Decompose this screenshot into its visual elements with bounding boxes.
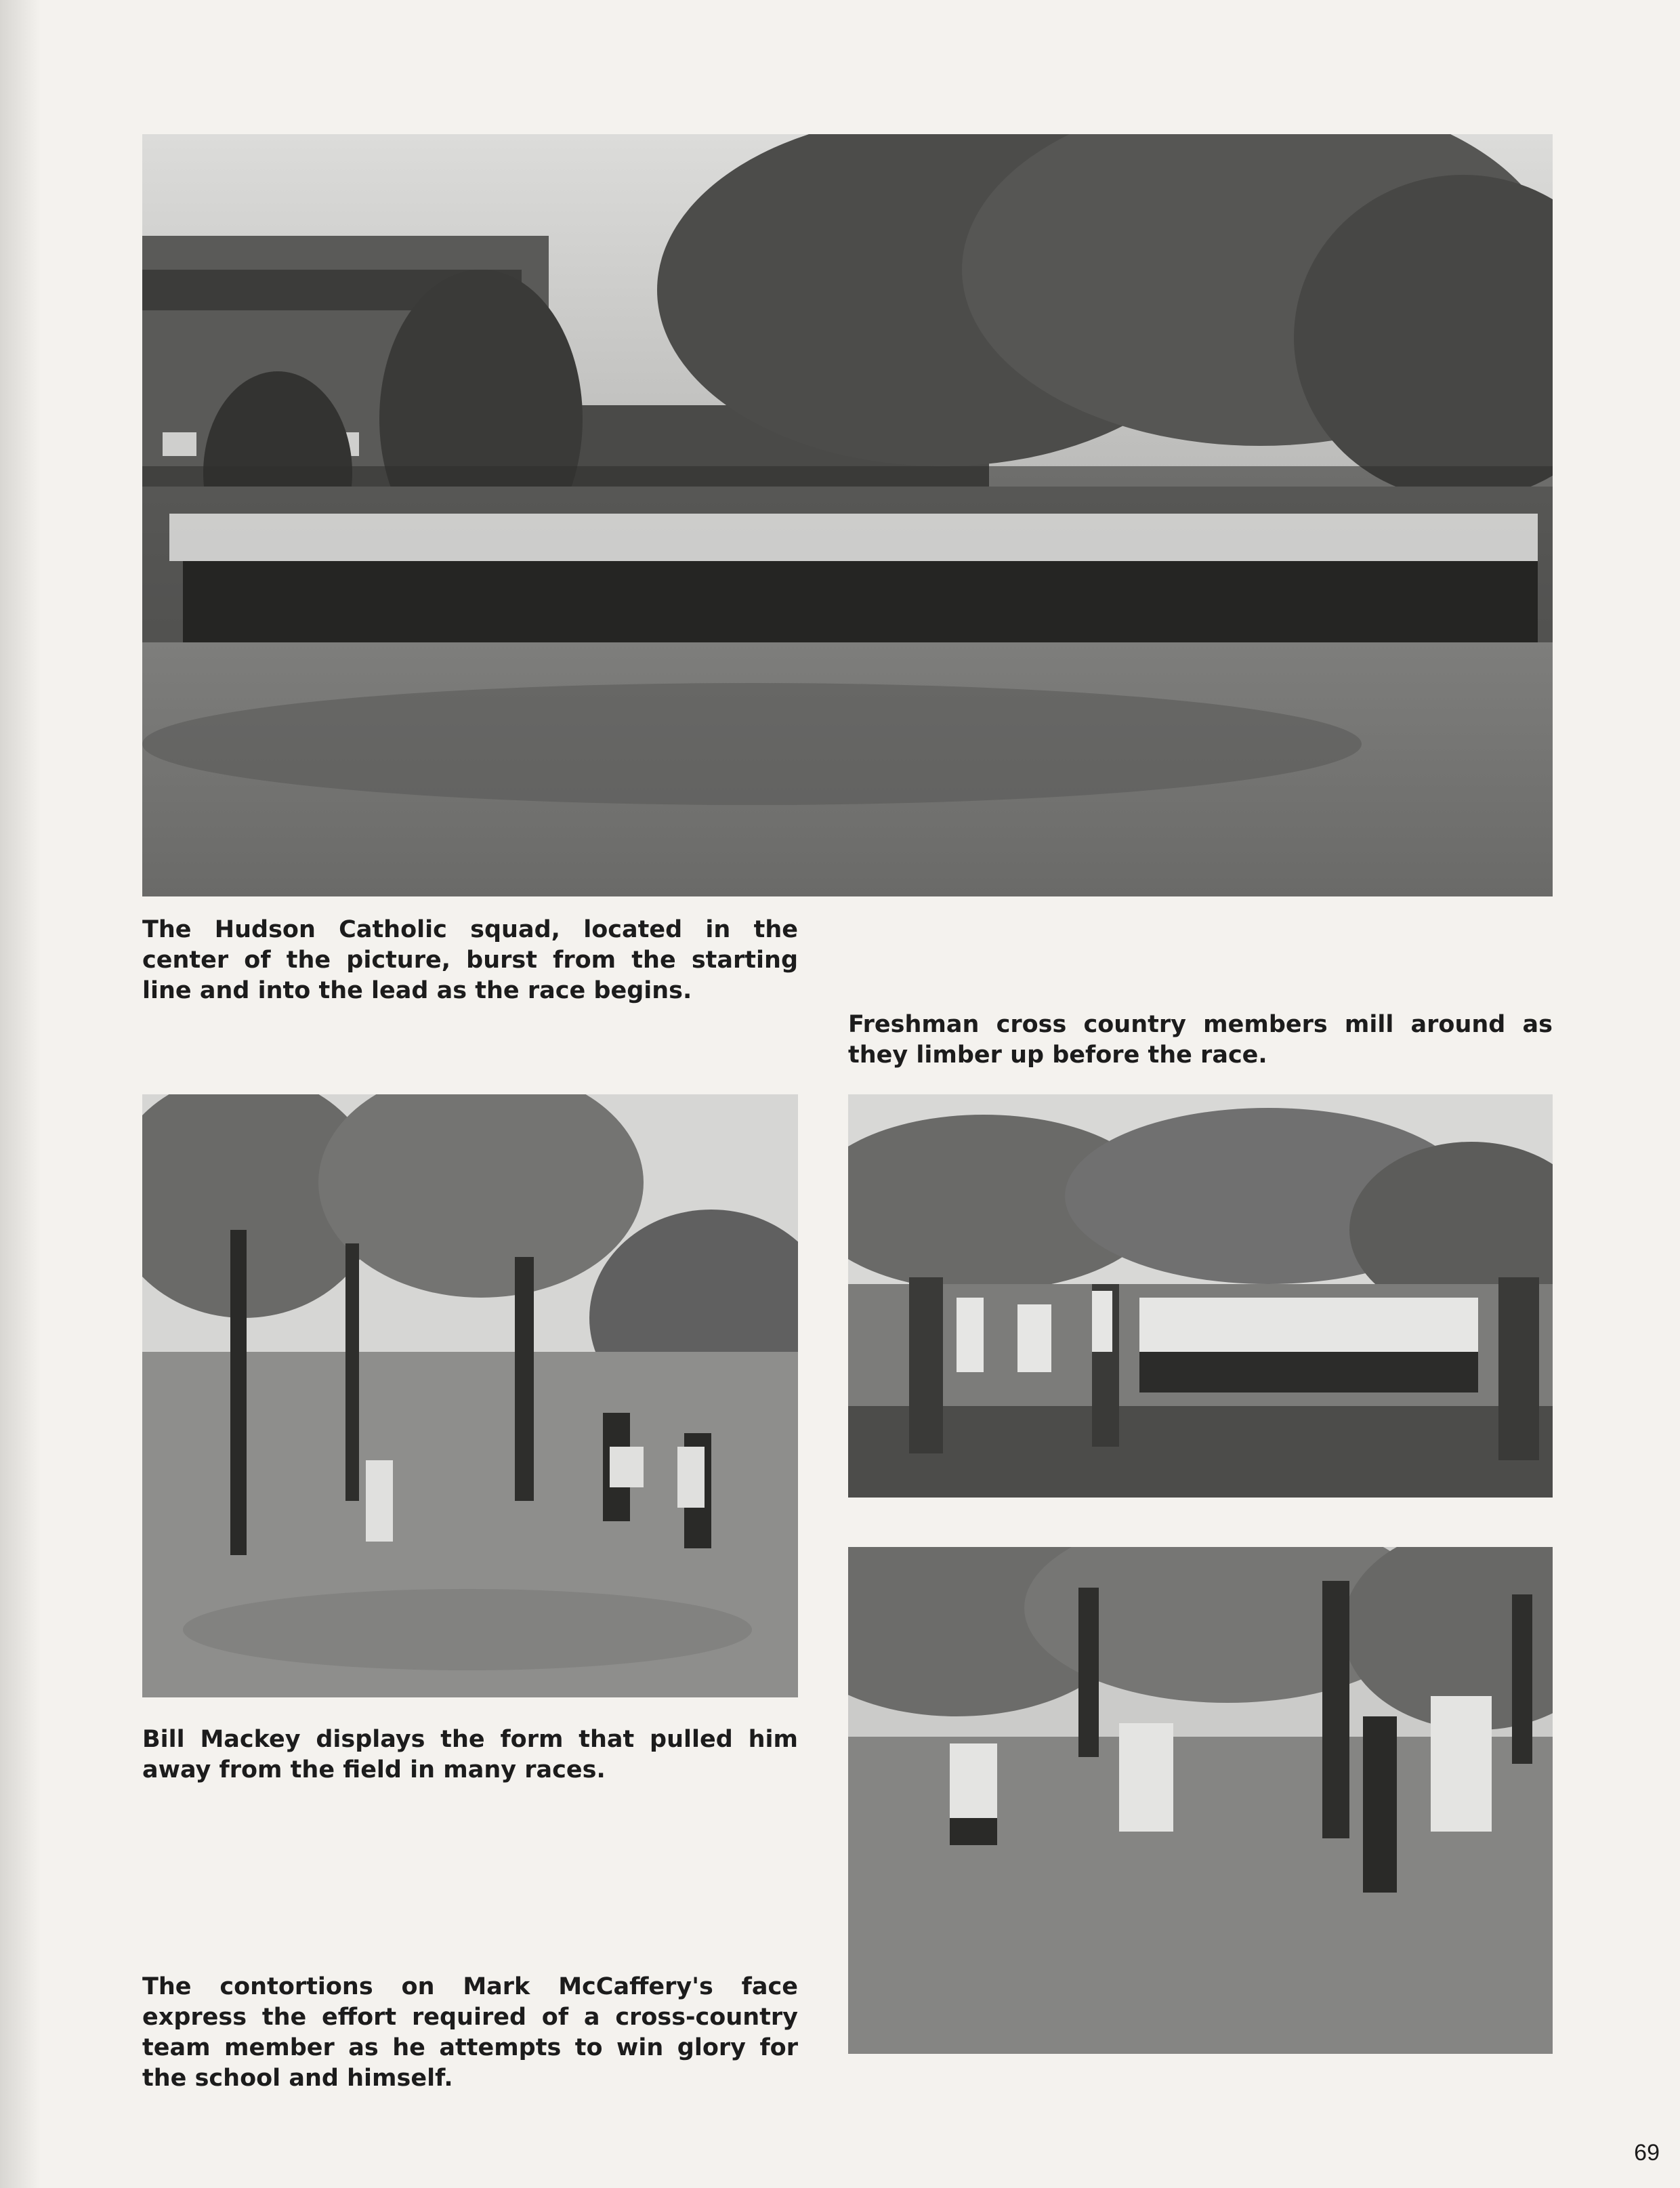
caption-mark-mccaffery: The contortions on Mark McCaffery's face express the effort required of a cross-country team member as he attempts to win glory for the school and himself.: [142, 1973, 798, 2092]
page-number: 69: [1634, 2140, 1660, 2166]
photo-bill-mackey: [142, 1094, 798, 1697]
caption-race-start: The Hudson Catholic squad, located in the center of the picture, burst from the starting line and into the lead as the race begins.: [142, 916, 798, 1004]
caption-freshman: Freshman cross country members mill around as they limber up before the race.: [848, 1011, 1553, 1069]
photo-mark-mccaffery: [848, 1547, 1553, 2054]
caption-bill-mackey: Bill Mackey displays the form that pulled him away from the field in many races.: [142, 1726, 798, 1783]
photo-freshman-warmup: [848, 1094, 1553, 1498]
binding-shadow: [0, 0, 41, 2188]
photo-race-start: [142, 134, 1553, 896]
